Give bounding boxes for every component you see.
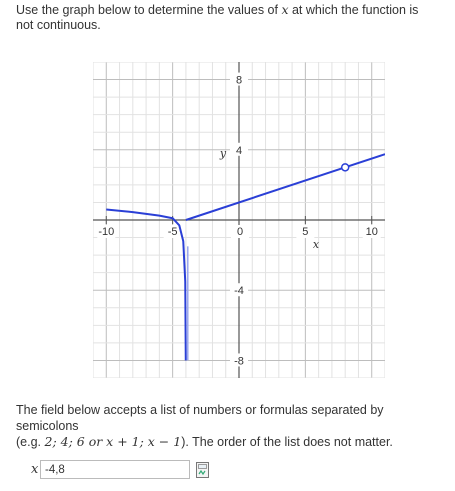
x-tick-label: -10 — [98, 226, 115, 238]
series-line-3 — [345, 154, 385, 167]
y-tick-label: 8 — [235, 74, 243, 87]
instructions — [16, 402, 446, 450]
question-text-part: Use the graph below to determine the values of — [16, 3, 282, 17]
y-axis-label: y — [219, 146, 227, 160]
instructions-text: (e.g. — [16, 435, 45, 449]
instructions-line1: The field below accepts a list of numbers or formulas separated by semicolons — [16, 403, 384, 433]
question-text-part: at which the function is not continuous. — [16, 3, 419, 32]
instructions-text: ). The order of the list does not matter. — [181, 435, 393, 449]
open-point — [342, 164, 349, 171]
y-tick-label: -4 — [234, 285, 244, 298]
instructions-line2 — [16, 434, 446, 450]
instructions-example: 2; 4; 6 or x + 1; x − 1 — [44, 434, 182, 449]
x-tick-label: -5 — [167, 226, 178, 238]
x-tick-label: 0 — [236, 226, 244, 238]
x-tick-label: 5 — [302, 226, 309, 238]
answer-variable: x — [31, 462, 39, 477]
preview-icon[interactable] — [196, 462, 209, 478]
function-graph — [93, 62, 385, 378]
x-axis-label: x — [312, 238, 320, 251]
question-variable: x — [281, 2, 289, 17]
y-tick-label: 4 — [235, 144, 243, 157]
y-tick-label: -8 — [234, 355, 244, 368]
x-tick-label: 10 — [365, 226, 378, 238]
question-text — [16, 2, 436, 33]
answer-input[interactable] — [40, 460, 190, 479]
